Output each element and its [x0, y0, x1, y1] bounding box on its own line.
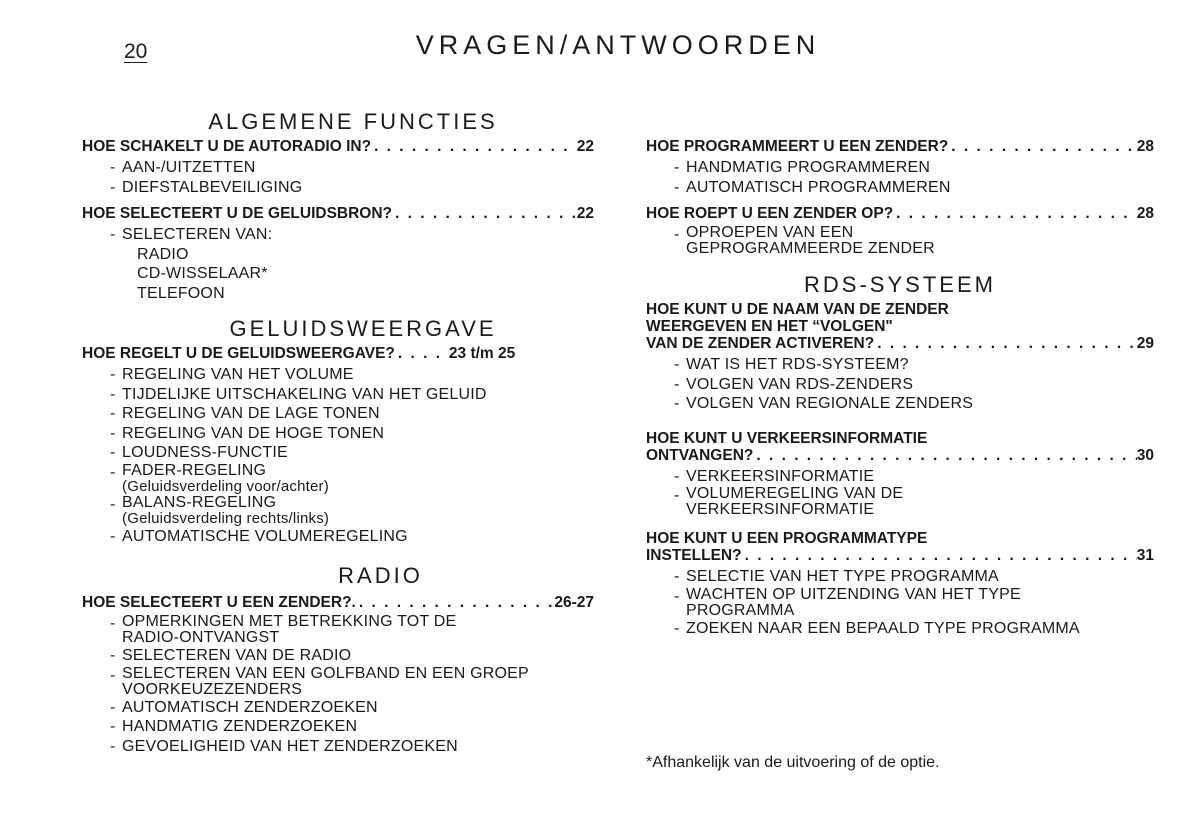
question-verkeersinformatie	[646, 430, 1154, 519]
list-item: - VERKEERSINFORMATIE	[674, 467, 875, 485]
list-item: - OPROEPEN VAN EEN GEPROGRAMMEERDE ZENDER	[674, 224, 935, 257]
list-item: - SELECTEREN VAN DE RADIO	[110, 647, 352, 664]
section-heading-radio: RADIO	[338, 563, 423, 588]
footnote: *Afhankelijk van de uitvoering of de optie.	[646, 754, 940, 771]
page-reference: 28	[1136, 205, 1154, 222]
question-text: VAN DE ZENDER ACTIVEREN?	[646, 335, 875, 352]
list-item: - AUTOMATISCH ZENDERZOEKEN	[110, 698, 378, 716]
list-item: - REGELING VAN DE HOGE TONEN	[110, 424, 385, 442]
page-reference: 26-27	[554, 594, 594, 611]
page-reference: 22	[576, 138, 594, 155]
list-item: - WACHTEN OP UITZENDING VAN HET TYPE PROGRAMMA	[674, 585, 1021, 619]
list-item: - AUTOMATISCH PROGRAMMEREN	[674, 178, 951, 196]
list-item: - DIEFSTALBEVEILIGING	[110, 178, 303, 196]
question-text: HOE KUNT U DE NAAM VAN DE ZENDER	[646, 301, 949, 318]
question-text: WEERGEVEN EN HET “VOLGEN"	[646, 318, 893, 335]
list-subitem: CD-WISSELAAR*	[137, 265, 268, 282]
list-item: - TIJDELIJKE UITSCHAKELING VAN HET GELUID	[110, 385, 487, 403]
list-item: - REGELING VAN DE LAGE TONEN	[110, 405, 380, 422]
list-item: - SELECTEREN VAN EEN GOLFBAND EN EEN GROEP VOORKEUZEZENDERS	[110, 664, 529, 698]
list-item: - AAN-/UITZETTEN	[110, 159, 256, 176]
list-item: - BALANS-REGELING (Geluidsverdeling rechts/links)	[82, 495, 594, 527]
list-item: - GEVOELIGHEID VAN HET ZENDERZOEKEN	[110, 737, 458, 755]
question-autoradio-in	[82, 138, 594, 197]
page-reference: 23 t/m 25	[448, 345, 516, 362]
question-geluidsweergave	[82, 345, 594, 546]
question-programmatype	[646, 530, 1154, 638]
list-subitem: TELEFOON	[137, 284, 225, 302]
page-reference: 31	[1136, 547, 1154, 564]
section-heading-algemene-functies: ALGEMENE FUNCTIES	[208, 109, 498, 134]
section-heading-rds-systeem: RDS-SYSTEEM	[804, 272, 996, 297]
list-item: - VOLUMEREGELING VAN DE VERKEERSINFORMATIE	[674, 485, 904, 518]
question-text: HOE KUNT U EEN PROGRAMMATYPE	[646, 530, 928, 547]
list-item: - ZOEKEN NAAR EEN BEPAALD TYPE PROGRAMMA	[674, 619, 1080, 637]
left-column	[82, 108, 594, 756]
question-text: HOE SCHAKELT U DE AUTORADIO IN?	[82, 138, 372, 155]
question-zender-selecteren	[82, 594, 594, 756]
list-subitem: RADIO	[137, 245, 189, 263]
list-item: - VOLGEN VAN RDS-ZENDERS	[674, 375, 914, 393]
question-text: HOE PROGRAMMEERT U EEN ZENDER?	[646, 138, 949, 155]
page-reference: 30	[1136, 446, 1154, 464]
list-item: - HANDMATIG PROGRAMMEREN	[674, 159, 931, 176]
question-text: HOE SELECTEERT U EEN ZENDER?.	[82, 594, 356, 611]
question-text: INSTELLEN?	[646, 547, 742, 564]
question-text: HOE KUNT U VERKEERSINFORMATIE	[646, 429, 928, 447]
page-number: 20	[124, 40, 148, 63]
section-heading-geluidsweergave: GELUIDSWEERGAVE	[229, 316, 497, 341]
list-item: - SELECTIE VAN HET TYPE PROGRAMMA	[674, 568, 999, 585]
page-title: VRAGEN/ANTWOORDEN	[415, 30, 821, 60]
list-item: - AUTOMATISCHE VOLUMEREGELING	[110, 527, 408, 545]
question-text: ONTVANGEN?	[646, 446, 754, 464]
page-reference: 28	[1136, 138, 1154, 155]
question-zendernaam	[646, 301, 1154, 414]
list-item-note: (Geluidsverdeling voor/achter)	[122, 477, 329, 495]
page-reference: 29	[1136, 335, 1154, 352]
question-text: HOE REGELT U DE GELUIDSWEERGAVE?	[82, 345, 395, 362]
question-zender-oproepen	[646, 205, 1154, 257]
right-column	[646, 138, 1154, 638]
list-item: - HANDMATIG ZENDERZOEKEN	[110, 718, 358, 735]
list-item: - WAT IS HET RDS-SYSTEEM?	[674, 356, 909, 373]
question-text: HOE SELECTEERT U DE GELUIDSBRON?	[82, 205, 393, 222]
question-text: HOE ROEPT U EEN ZENDER OP?	[646, 205, 894, 222]
list-item: - VOLGEN VAN REGIONALE ZENDERS	[674, 395, 974, 412]
question-geluidsbron	[82, 205, 594, 303]
list-item: - OPMERKINGEN MET BETREKKING TOT DE RADIO-ONTVANGST	[110, 613, 457, 646]
list-item: - SELECTEREN VAN:	[110, 226, 273, 243]
list-item: - LOUDNESS-FUNCTIE	[110, 444, 288, 461]
page-reference: 22	[576, 205, 594, 222]
list-item: - FADER-REGELING (Geluidsverdeling voor/achter)	[82, 463, 594, 495]
list-item-note: (Geluidsverdeling rechts/links)	[122, 509, 330, 527]
question-zender-programmeren	[646, 138, 1154, 197]
list-item: - REGELING VAN HET VOLUME	[110, 366, 354, 383]
